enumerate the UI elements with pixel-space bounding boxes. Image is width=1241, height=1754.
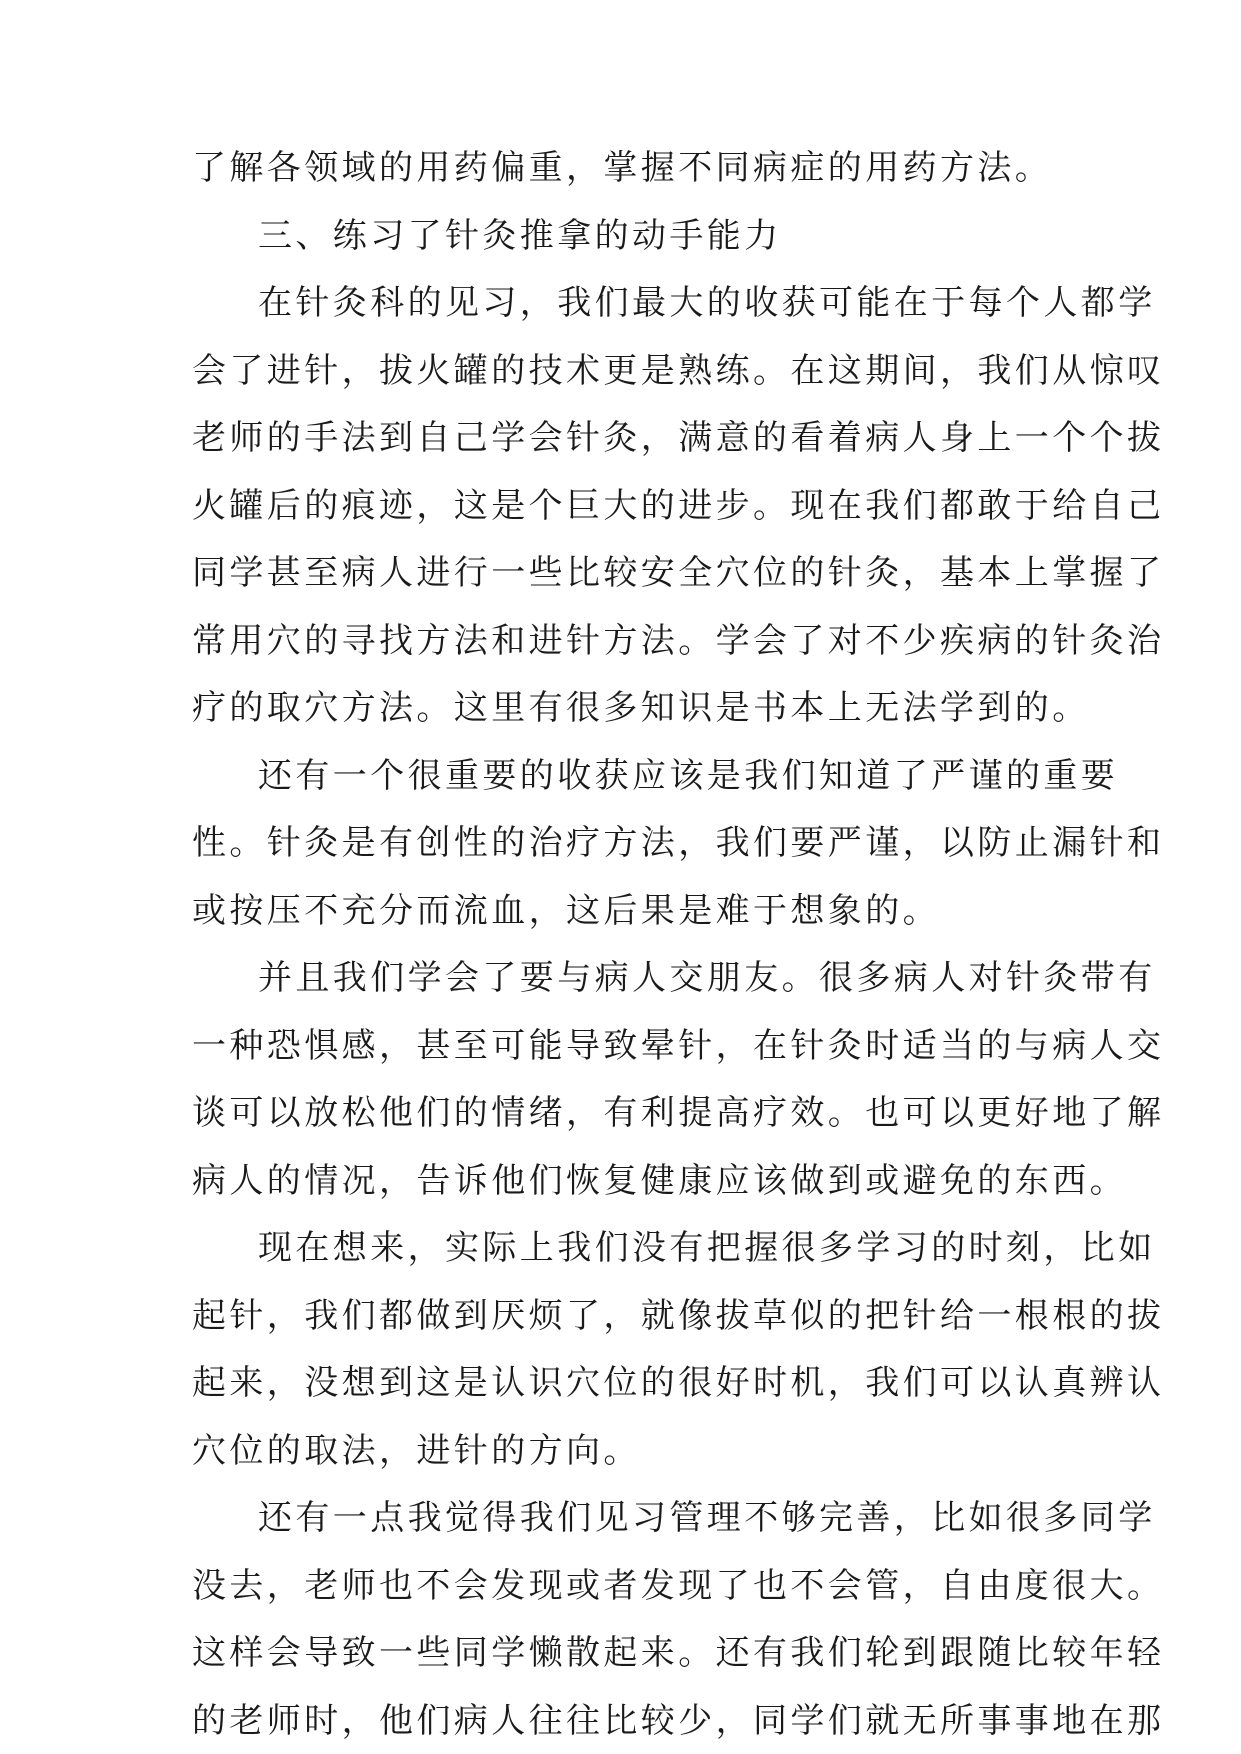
paragraph-line: 没去，老师也不会发现或者发现了也不会管，自由度很大。	[192, 1565, 1165, 1606]
paragraph-line: 穴位的取法，进针的方向。	[192, 1430, 641, 1471]
paragraph-line: 还有一点我觉得我们见习管理不够完善，比如很多同学	[258, 1498, 1156, 1538]
paragraph-line: 或按压不充分而流血，这后果是难于想象的。	[192, 890, 940, 931]
paragraph-line: 火罐后的痕迹，这是个巨大的进步。现在我们都敢于给自己	[192, 485, 1165, 526]
paragraph-line: 同学甚至病人进行一些比较安全穴位的针灸，基本上掌握了	[192, 553, 1165, 593]
paragraph-line: 常用穴的寻找方法和进针方法。学会了对不少疾病的针灸治	[192, 620, 1165, 661]
paragraph-line: 疗的取穴方法。这里有很多知识是书本上无法学到的。	[192, 688, 1090, 728]
paragraph-line: 这样会导致一些同学懒散起来。还有我们轮到跟随比较年轻	[192, 1633, 1165, 1673]
paragraph-line: 并且我们学会了要与病人交朋友。很多病人对针灸带有	[258, 958, 1156, 998]
paragraph-line: 老师的手法到自己学会针灸，满意的看着病人身上一个个拔	[192, 418, 1165, 458]
paragraph-line: 起针，我们都做到厌烦了，就像拔草似的把针给一根根的拔	[192, 1295, 1165, 1336]
paragraph-line: 在针灸科的见习，我们最大的收获可能在于每个人都学	[258, 283, 1156, 323]
paragraph-line: 会了进针，拔火罐的技术更是熟练。在这期间，我们从惊叹	[192, 350, 1165, 391]
paragraph-line: 病人的情况，告诉他们恢复健康应该做到或避免的东西。	[192, 1160, 1127, 1201]
paragraph-line: 的老师时，他们病人往往比较少，同学们就无所事事地在那	[192, 1700, 1165, 1741]
paragraph-line: 谈可以放松他们的情绪，有利提高疗效。也可以更好地了解	[192, 1093, 1165, 1133]
paragraph-line: 性。针灸是有创性的治疗方法，我们要严谨，以防止漏针和	[192, 823, 1165, 863]
paragraph-line: 起来，没想到这是认识穴位的很好时机，我们可以认真辨认	[192, 1363, 1165, 1403]
paragraph-line: 现在想来，实际上我们没有把握很多学习的时刻，比如	[258, 1228, 1156, 1268]
paragraph-line: 一种恐惧感，甚至可能导致晕针，在针灸时适当的与病人交	[192, 1025, 1165, 1066]
section-heading: 三、练习了针灸推拿的动手能力	[258, 215, 782, 256]
text-line: 了解各领域的用药偏重，掌握不同病症的用药方法。	[192, 148, 1053, 188]
paragraph-line: 还有一个很重要的收获应该是我们知道了严谨的重要	[258, 755, 1119, 796]
